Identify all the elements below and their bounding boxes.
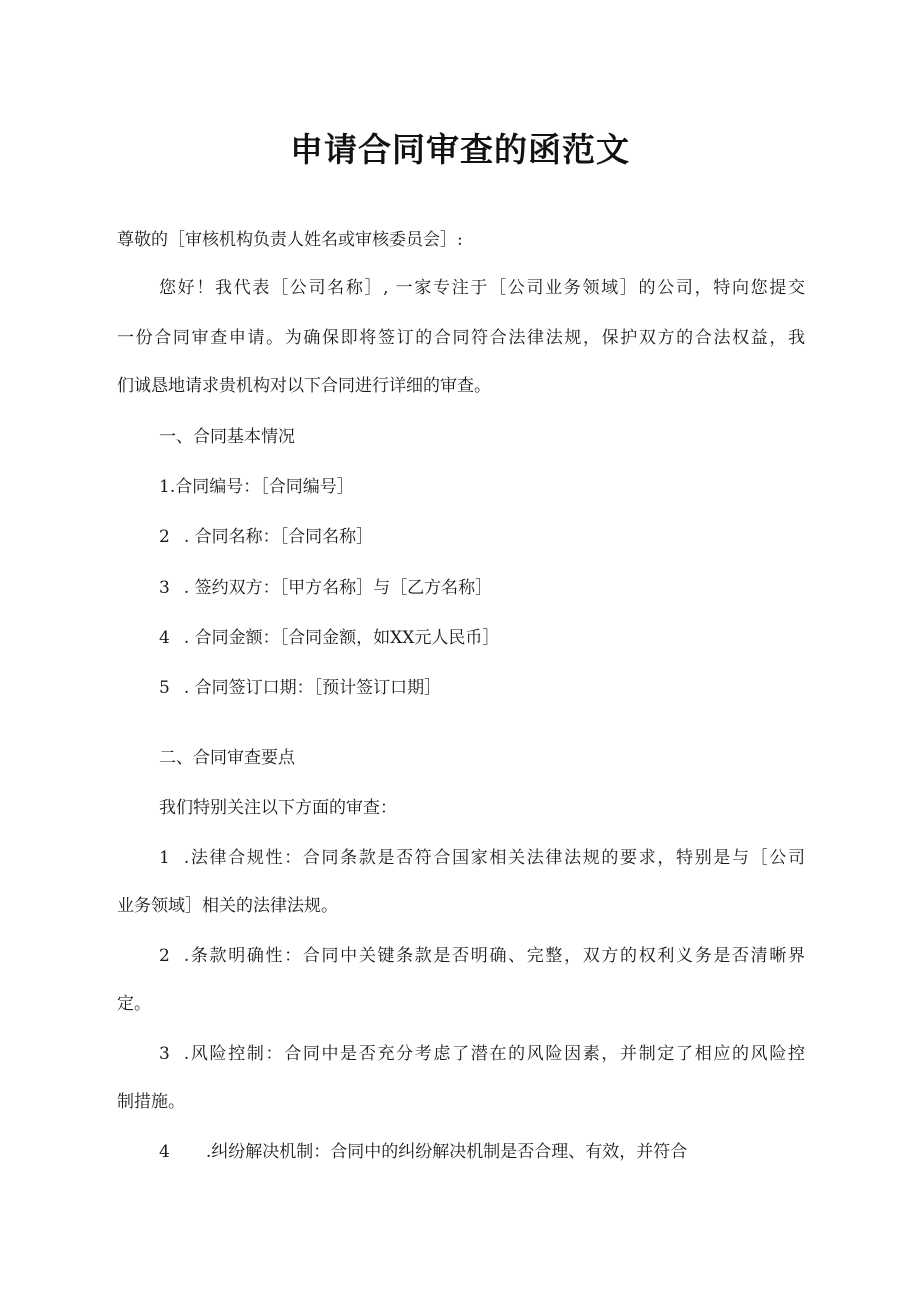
list-item [159,626,499,650]
list-item-number: 5 [159,678,170,698]
list-item-text: . 合同金额：［合同金额，如XX元人民币］ [183,628,500,648]
list-item-number: 4 [159,1142,170,1162]
section-2-lead: 我们特别关注以下方面的审查： [159,798,397,818]
section-1-heading: 一、合同基本情况 [159,427,295,447]
intro-line-2: 一份合同审查申请。为确保即将签订的合同符合法律法规，保护双方的合法权益，我 [117,328,805,348]
list-item-continuation: 制措施。 [117,1092,185,1112]
list-item-text: . 合同签订口期：［预计签订口期］ [183,678,442,698]
document-title: 申请合同审查的函范文 [290,130,630,169]
list-item [159,475,354,499]
list-item [159,1140,687,1164]
list-item-text: .纠纷解决机制：合同中的纠纷解决机制是否合理、有效，并符合 [205,1142,688,1162]
list-item-number: 3 [159,578,170,598]
list-item-number: 2 [159,527,170,547]
intro-line-1: 您好！我代表［公司名称］, 一家专注于［公司业务领域］的公司，特向您提交 [159,278,805,298]
list-item [159,944,805,968]
list-item-number: 4 [159,628,170,648]
list-item-continuation: 定。 [117,994,151,1014]
list-item-number: 1. [159,477,176,497]
list-item-text: .法律合规性：合同条款是否符合国家相关法律法规的要求，特别是与［公司 [183,848,805,868]
list-item-text: . 签约双方：［甲方名称］与［乙方名称］ [183,578,493,598]
list-item-continuation: 业务领域］相关的法律法规。 [117,896,338,916]
list-item-number: 3 [159,1044,170,1064]
list-item-text: .条款明确性：合同中关键条款是否明确、完整，双方的权利义务是否清晰界 [183,946,805,966]
list-item [159,1042,805,1066]
salutation: 尊敬的［审核机构负责人姓名或审核委员会］: [117,230,463,250]
list-item [159,576,492,600]
list-item-text: 合同编号：［合同编号］ [175,477,354,497]
list-item-text: .风险控制：合同中是否充分考虑了潜在的风险因素，并制定了相应的风险控 [183,1044,805,1064]
section-2-heading: 二、合同审查要点 [159,748,295,768]
list-item-number: 2 [159,946,170,966]
list-item [159,846,805,870]
intro-line-3: 们诚恳地请求贵机构对以下合同进行详细的审查。 [117,376,491,396]
list-item [159,676,441,700]
list-item-number: 1 [159,848,170,868]
list-item [159,525,373,549]
list-item-text: . 合同名称：［合同名称］ [183,527,374,547]
